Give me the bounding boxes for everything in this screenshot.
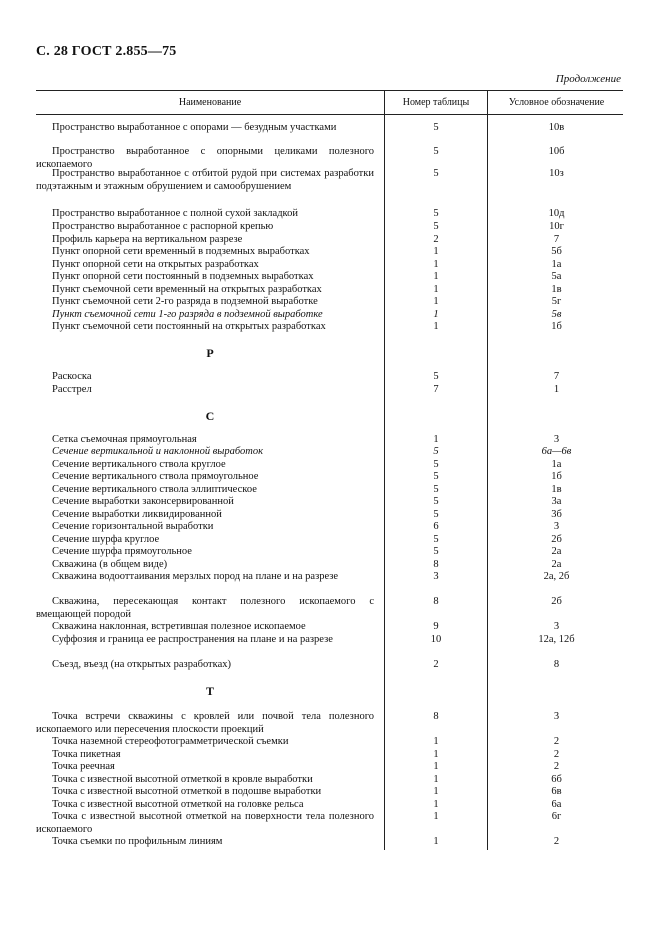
row-table-number: 1 [433,321,439,332]
row-table-number: 1 [433,259,439,270]
row-name: Точка встречи скважины с кровлей или почвой тела полезного ископаемого или пересечения плоскости проекций [36,711,374,735]
row-table-number: 1 [433,836,439,847]
section-letter: Т [205,684,214,698]
row-table-number: 5 [433,459,439,470]
row-name: Скважина наклонная, встретившая полезное ископаемое [52,621,306,632]
row-name: Пункт съемочной сети постоянный на открытых разработках [52,321,326,332]
row-symbol: 1в [551,284,562,295]
row-name: Сечение выработки законсервированной [52,496,234,507]
row-table-number: 1 [433,811,439,822]
table-header-rule [36,114,623,115]
row-symbol: 2б [551,596,562,607]
row-table-number: 1 [433,749,439,760]
row-symbol: 12а, 12б [538,634,575,645]
row-name: Точка наземной стереофотограмметрической съемки [52,736,289,747]
row-symbol: 2 [553,761,560,772]
row-name: Раскоска [52,371,92,382]
row-table-number: 8 [433,711,439,722]
row-name: Точка пикетная [52,749,121,760]
row-name: Пространство выработанное с опорами — безудным участками [52,122,337,133]
row-symbol: 10з [549,168,564,179]
row-name: Сечение вертикального ствола эллиптическое [52,484,257,495]
column-header-name: Наименование [178,97,242,108]
row-name: Сечение вертикального ствола прямоугольное [52,471,259,482]
row-table-number: 1 [433,799,439,810]
row-symbol: 5б [551,246,562,257]
row-table-number: 6 [433,521,439,532]
row-name: Пространство выработанное с опорными целиками полезного ископаемого [36,146,374,170]
row-name: Точка с известной высотной отметкой на головке рельса [52,799,304,810]
column-header-symbol: Условное обозначение [508,97,605,108]
row-table-number: 8 [433,559,439,570]
row-symbol: 10в [548,122,565,133]
row-name: Сечение шурфа круглое [52,534,160,545]
column-divider-2 [487,90,488,850]
row-name: Пространство выработанное с распорной крепью [52,221,274,232]
row-name: Точка съемки по профильным линиям [52,836,223,847]
row-name: Сетка съемочная прямоугольная [52,434,197,445]
row-table-number: 1 [433,761,439,772]
row-symbol: 2а [551,546,562,557]
row-table-number: 5 [433,534,439,545]
row-symbol: 3 [553,711,560,722]
row-table-number: 1 [433,309,439,320]
row-name: Пространство выработанное с отбитой рудой при системах разработки подэтажным и этажным обрушением и самообрушением [36,168,374,192]
row-name: Расстрел [52,384,92,395]
row-table-number: 5 [433,509,439,520]
row-symbol: 3а [551,496,562,507]
row-table-number: 1 [433,284,439,295]
row-name: Точка реечная [52,761,115,772]
row-symbol: 1 [553,384,560,395]
row-table-number: 1 [433,774,439,785]
row-symbol: 10д [548,208,565,219]
row-name: Пункт съемочной сети 1-го разряда в подземной выработке [52,309,323,320]
row-symbol: 1б [551,471,562,482]
row-table-number: 8 [433,596,439,607]
row-symbol: 6в [551,786,562,797]
row-table-number: 5 [433,496,439,507]
row-symbol: 6г [551,811,562,822]
row-symbol: 5г [551,296,562,307]
row-table-number: 1 [433,434,439,445]
row-name: Сечение горизонтальной выработки [52,521,214,532]
row-table-number: 1 [433,246,439,257]
row-name: Сечение вертикального ствола круглое [52,459,226,470]
row-table-number: 10 [430,634,442,645]
row-name: Пространство выработанное с полной сухой закладкой [52,208,298,219]
row-table-number: 5 [433,208,439,219]
row-symbol: 2 [553,836,560,847]
row-symbol: 1а [551,259,562,270]
row-name: Точка с известной высотной отметкой в кровле выработки [52,774,313,785]
section-letter: С [205,409,215,423]
row-symbol: 5а [551,271,562,282]
row-symbol: 5в [551,309,562,320]
row-table-number: 5 [433,371,439,382]
row-symbol: 2 [553,736,560,747]
row-symbol: 3 [553,621,560,632]
row-name: Сечение выработки ликвидированной [52,509,222,520]
row-name: Пункт опорной сети постоянный в подземных выработках [52,271,314,282]
row-symbol: 3 [553,434,560,445]
section-letter: Р [206,346,214,360]
row-table-number: 3 [433,571,439,582]
row-table-number: 5 [433,122,439,133]
row-table-number: 9 [433,621,439,632]
row-name: Профиль карьера на вертикальном разрезе [52,234,243,245]
row-table-number: 1 [433,296,439,307]
row-name: Съезд, въезд (на открытых разработках) [52,659,231,670]
row-symbol: 10б [548,146,565,157]
row-name: Суффозия и граница ее распространения на плане и на разрезе [52,634,333,645]
row-name: Скважина водооттаивания мерзлых пород на плане и на разрезе [52,571,339,582]
column-header-table: Номер таблицы [402,97,470,108]
row-symbol: 6а [551,799,562,810]
row-symbol: 2б [551,534,562,545]
row-symbol: 6б [551,774,562,785]
row-table-number: 7 [433,384,439,395]
row-symbol: 2а [551,559,562,570]
continuation-label: Продолжение [555,73,621,85]
row-table-number: 1 [433,786,439,797]
row-symbol: 8 [553,659,560,670]
row-name: Сечение вертикальной и наклонной выработок [52,446,264,457]
row-table-number: 5 [433,546,439,557]
row-table-number: 5 [433,471,439,482]
row-table-number: 5 [433,221,439,232]
row-name: Пункт опорной сети на открытых разработках [52,259,259,270]
row-name: Скважина (в общем виде) [52,559,168,570]
row-symbol: 2а, 2б [543,571,570,582]
row-name: Пункт съемочной сети 2-го разряда в подземной выработке [52,296,318,307]
row-symbol: 1б [551,321,562,332]
row-symbol: 1в [551,484,562,495]
column-divider-1 [384,90,385,850]
row-table-number: 2 [433,234,439,245]
row-symbol: 3б [551,509,562,520]
row-name: Пункт опорной сети временный в подземных выработках [52,246,310,257]
row-table-number: 1 [433,736,439,747]
table-top-rule [36,90,623,91]
row-table-number: 5 [433,484,439,495]
row-table-number: 5 [433,168,439,179]
row-name: Скважина, пересекающая контакт полезного ископаемого с вмещающей породой [36,596,374,620]
row-name: Пункт съемочной сети временный на открытых разработках [52,284,322,295]
row-symbol: 7 [553,234,560,245]
row-symbol: 1а [551,459,562,470]
row-table-number: 5 [433,146,439,157]
row-symbol: 2 [553,749,560,760]
row-table-number: 2 [433,659,439,670]
page-header: С. 28 ГОСТ 2.855—75 [36,44,177,59]
row-name: Точка с известной высотной отметкой в подошве выработки [52,786,322,797]
row-symbol: 3 [553,521,560,532]
row-table-number: 1 [433,271,439,282]
row-symbol: 10г [549,221,564,232]
row-symbol: 6а—6в [541,446,572,457]
row-name: Точка с известной высотной отметкой на поверхности тела полезного ископаемого [36,811,374,835]
row-name: Сечение шурфа прямоугольное [52,546,192,557]
row-symbol: 7 [553,371,560,382]
row-table-number: 5 [433,446,439,457]
